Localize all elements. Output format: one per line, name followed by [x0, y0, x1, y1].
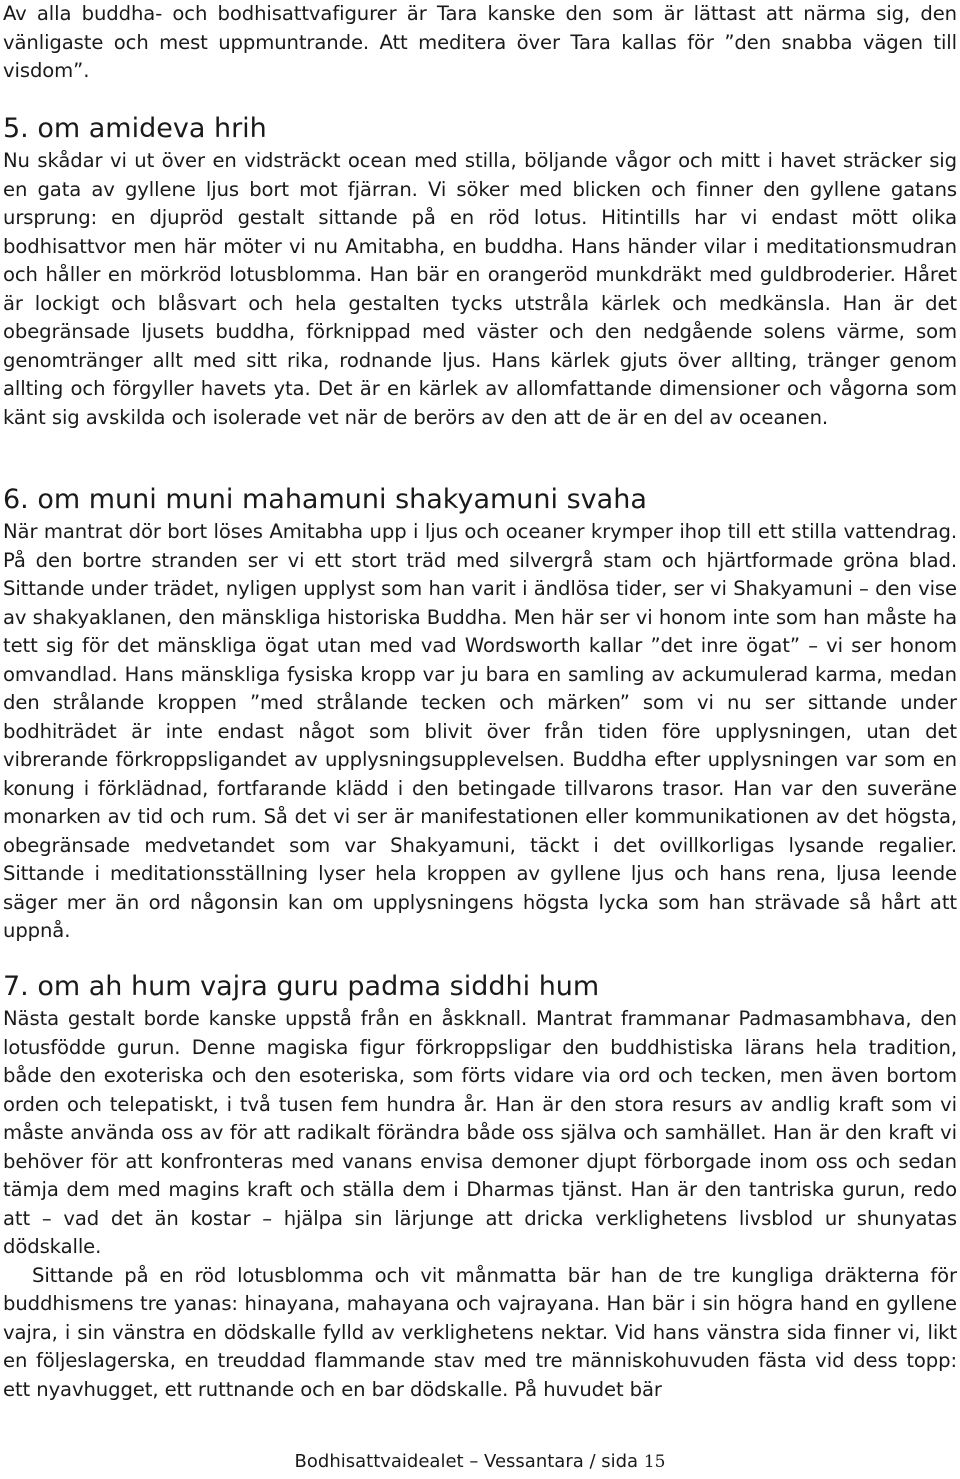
section-7-body [3, 1005, 957, 1404]
section-6-heading: 6. om muni muni mahamuni shakyamuni svaha [3, 484, 647, 515]
footer-label: Bodhisattvaidealet – Vessantara / sida [294, 1451, 639, 1472]
intro-paragraph: Av alla buddha- och bodhisattvafigurer är Tara kanske den som är lättast att närma sig, den vänligaste och mest uppmuntrande. Att meditera över Tara kallas för ”den snabba vägen till visdom”. [3, 2, 957, 82]
section-7-heading: 7. om ah hum vajra guru padma siddhi hum [3, 971, 600, 1002]
section-6-paragraph: När mantrat dör bort löses Amitabha upp i ljus och oceaner krymper ihop till ett stilla vattendrag. På den bortre stranden ser vi ett stort träd med silvergrå stam och hjärtformade gröna blad. Sittande under trädet, nyligen upplyst som han varit i ändlösa tider, ser vi Shakyamuni – den vise av shakyaklanen, den mänskliga historiska Buddha. Men här ser vi honom inte som han måste ha tett sig för det mänskliga ögat utan med vad Wordsworth kallar ”det inre ögat” – vi ser honom omvandlad. Hans mänskliga fysiska kropp var ju bara en samling av ackumulerad karma, medan den strålande kroppen ”med strålande tecken och märken” som vi nu ser sittande under bodhiträdet är inte endast något som blivit över från tiden före upplysningen, utan det vibrerande förkroppsligandet av upplysningsupplevelsen. Buddha efter upplysningen var som en konung i förklädnad, fortfarande klädd i den betingade tillvarons trasor. Han var den suveräne monarken av tid och rum. Så det vi ser är manifestationen eller kommunikationen av det högsta, obegränsade medvetandet som var Shakyamuni, täckt i det ovillkorligas lysande regalier. Sittande i meditationsställning lyser hela kroppen av gyllene ljus och hans rena, ljusa leende säger mer än ord någonsin kan om upplysningens högsta lycka som han strävade så hårt att uppnå. [3, 520, 957, 942]
section-5-paragraph: Nu skådar vi ut över en vidsträckt ocean med stilla, böljande vågor och mitt i havet sträcker sig en gata av gyllene ljus bort mot fjärran. Vi söker med blicken och finner den gyllene gatans ursprung: en djupröd gestalt sittande på en röd lotus. Hitintills har vi endast mött olika bodhisattvor men här möter vi nu Amitabha, en buddha. Hans händer vilar i meditationsmudran och håller en mörkröd lotusblomma. Han bär en orangeröd munkdräkt med guldbroderier. Håret är lockigt och blåsvart och hela gestalten tycks utstråla kärlek och medkänsla. Han är det obegränsade ljusets buddha, förknippad med väster och den nedgående solens värme, som genomtränger allt med sitt rika, rodnande ljus. Hans kärlek gjuts över allting, tränger genom allting och förgyller havets yta. Det är en kärlek av allomfattande dimensioner och vågorna som känt sig avskilda och isolerade vet när de berörs av den att de är en del av oceanen. [3, 149, 957, 429]
page-number: 15 [643, 1452, 666, 1472]
page-footer [0, 1449, 960, 1475]
section-5-heading: 5. om amideva hrih [3, 113, 267, 144]
section-7-paragraph-2: Sittande på en röd lotusblomma och vit månmatta bär han de tre kungliga dräkterna för buddhismens tre yanas: hinayana, mahayana och vajrayana. Han bär i sin högra hand en gyllene vajra, i sin vänstra en dödskalle fylld av verklighetens nektar. Vid hans vänstra sida finner vi, likt en följeslagerska, en treuddad flammande stav med tre människohuvuden fästa vid dess topp: ett nyavhugget, ett ruttnande och en bar dödskalle. På huvudet bär [3, 1263, 957, 1401]
section-7-paragraph-1: Nästa gestalt borde kanske uppstå från en åskknall. Mantrat frammanar Padmasambhava, den lotusfödde gurun. Denne magiska figur förkroppsligar den buddhistiska lärans hela tradition, både den exoteriska och den esoteriska, som förts vidare via ord och tecken, men även bortom orden och telepatiskt, i två tusen fem hundra år. Han är den stora resurs av andlig kraft som vi måste använda oss av för att radikalt förändra både oss själva och samhället. Han är den kraft vi behöver för att konfronteras med vanans envisa demoner djupt förborgade inom oss och sedan tämja dem med magins kraft och ställa dem i Dharmas tjänst. Han är den tantriska gurun, redo att – vad det än kostar – hjälpa sin lärjunge att dricka verklighetens livsblod ur shunyatas dödskalle. [3, 1007, 957, 1258]
